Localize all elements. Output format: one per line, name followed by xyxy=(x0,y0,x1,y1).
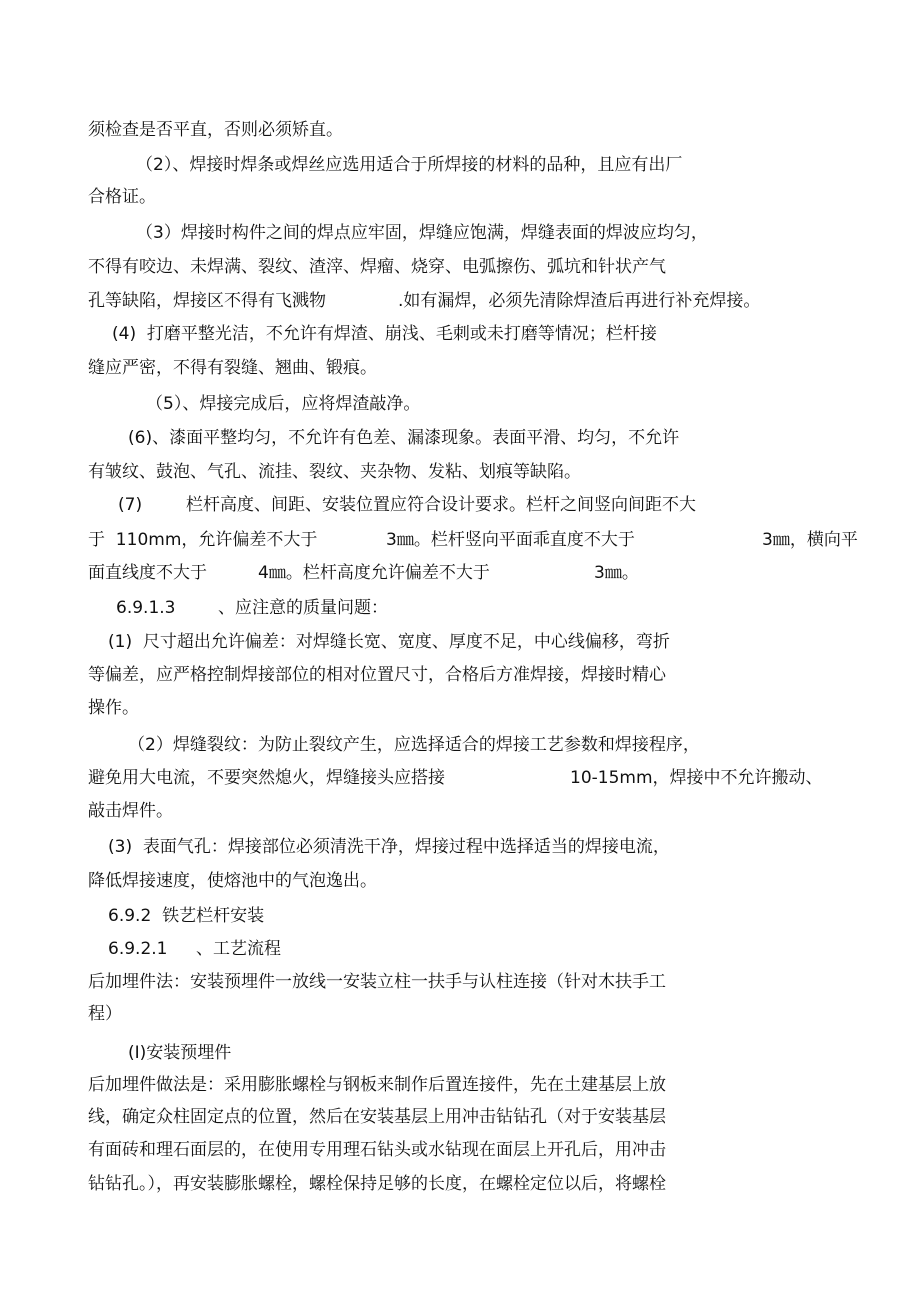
text-line: 须检查是否平直，否则必须矫直。 xyxy=(88,120,343,140)
text-line: (6)、漆面平整均匀，不允许有色差、漏漆现象。表面平滑、均匀，不允许 xyxy=(128,428,680,448)
text-line: 线，确定众柱固定点的位置，然后在安装基层上用冲击钻钻孔（对于安装基层 xyxy=(88,1107,666,1127)
text-line: 缝应严密，不得有裂缝、翘曲、锻痕。 xyxy=(88,358,377,378)
text-line: 3㎜。 xyxy=(594,563,639,583)
text-line: 降低焊接速度，使熔池中的气泡逸出。 xyxy=(88,871,377,891)
text-line: (1) 尺寸超出允许偏差：对焊缝长宽、宽度、厚度不足，中心线偏移，弯折 xyxy=(108,632,670,652)
text-line: 合格证。 xyxy=(88,187,156,207)
text-line: （2）、焊接时焊条或焊丝应选用适合于所焊接的材料的品种，且应有出厂 xyxy=(136,155,683,175)
section-number: 6.9.2.1 xyxy=(108,939,168,959)
subsection-heading: (Ⅰ)安装预埋件 xyxy=(128,1043,232,1063)
text-line: 3㎜，横向平 xyxy=(762,530,858,550)
text-line: 孔等缺陷，焊接区不得有飞溅物 xyxy=(88,291,326,311)
text-line: 3㎜。栏杆竖向平面乖直度不大于 xyxy=(386,530,635,550)
text-line: 不得有咬边、未焊满、裂纹、渣滓、焊瘤、烧穿、电弧擦伤、弧坑和针状产气 xyxy=(88,257,666,277)
text-line: 程） xyxy=(88,1004,122,1024)
text-line: (7) xyxy=(118,495,143,515)
text-line: 于 110mm，允许偏差不大于 xyxy=(88,530,318,550)
text-line: 面直线度不大于 xyxy=(88,563,207,583)
text-line: 有皱纹、鼓泡、气孔、流挂、裂纹、夹杂物、发粘、划痕等缺陷。 xyxy=(88,462,581,482)
text-line: 操作。 xyxy=(88,698,139,718)
section-heading: 、应注意的质量问题： xyxy=(218,598,388,618)
text-line: 有面砖和理石面层的，在使用专用理石钻头或水钻现在面层上开孔后，用冲击 xyxy=(88,1140,666,1160)
text-line: 敲击焊件。 xyxy=(88,801,173,821)
text-line: （3）焊接时构件之间的焊点应牢固，焊缝应饱满，焊缝表面的焊波应均匀， xyxy=(136,223,708,243)
text-line: 钻钻孔。），再安装膨胀螺栓，螺栓保持足够的长度，在螺栓定位以后，将螺栓 xyxy=(88,1174,666,1194)
text-line: 10-15mm，焊接中不允许搬动、 xyxy=(570,768,823,788)
text-line: 栏杆高度、间距、安装位置应符合设计要求。栏杆之间竖向间距不大 xyxy=(186,495,696,515)
text-line: 后加埋件做法是：采用膨胀螺栓与钢板来制作后置连接件，先在土建基层上放 xyxy=(88,1075,666,1095)
section-heading: 6.9.2 铁艺栏杆安装 xyxy=(108,906,265,926)
text-line: 4㎜。栏杆高度允许偏差不大于 xyxy=(258,563,490,583)
text-line: (3) 表面气孔：焊接部位必须清洗干净，焊接过程中选择适当的焊接电流， xyxy=(108,837,670,857)
text-line: 避免用大电流，不要突然熄火，焊缝接头应搭接 xyxy=(88,768,445,788)
text-line: （5）、焊接完成后，应将焊渣敲净。 xyxy=(146,394,421,414)
text-line: 等偏差，应严格控制焊接部位的相对位置尺寸，合格后方准焊接，焊接时精心 xyxy=(88,665,666,685)
text-line: .如有漏焊，必须先清除焊渣后再进行补充焊接。 xyxy=(398,291,761,311)
text-line: 后加埋件法：安装预埋件一放线一安装立柱一扶手与认柱连接（针对木扶手工 xyxy=(88,972,666,992)
text-line: （2）焊缝裂纹：为防止裂纹产生，应选择适合的焊接工艺参数和焊接程序， xyxy=(128,735,700,755)
section-number: 6.9.1.3 xyxy=(116,598,176,618)
section-heading: 、工艺流程 xyxy=(196,939,281,959)
text-line: (4) 打磨平整光洁，不允许有焊渣、崩浅、毛刺或未打磨等情况；栏杆接 xyxy=(112,324,657,344)
